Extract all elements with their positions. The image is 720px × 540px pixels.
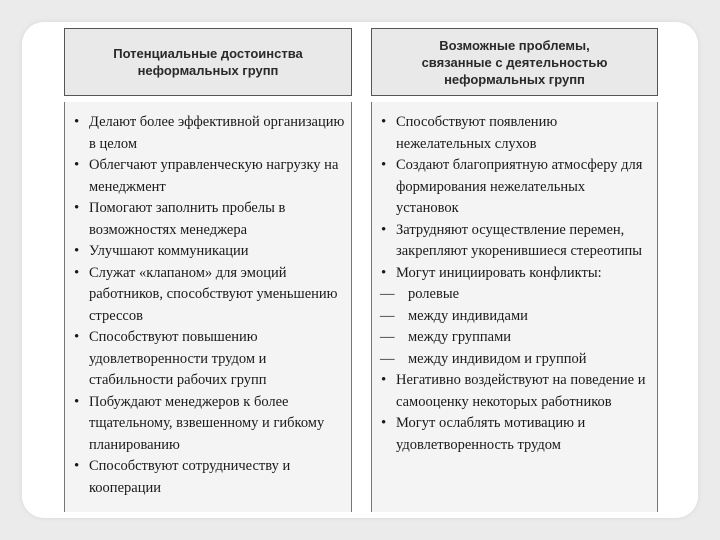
- advantages-header-text: Потенциальные достоинства неформальных групп: [113, 46, 303, 78]
- bullet-icon: •: [381, 221, 387, 238]
- advantages-list: [64, 102, 352, 512]
- comparison-table: [64, 28, 658, 512]
- bullet-icon: •: [74, 458, 80, 474]
- list-item: • Могут инициировать конфликты:: [380, 263, 651, 285]
- bullet-icon: •: [74, 393, 80, 410]
- bullet-icon: •: [381, 372, 387, 388]
- bullet-icon: •: [381, 264, 387, 281]
- bullet-icon: •: [381, 415, 387, 431]
- problems-header-text: Возможные проблемы, связанные с деятельностью неформальных групп: [421, 37, 608, 87]
- bullet-icon: •: [74, 157, 80, 173]
- problems-column: [371, 28, 658, 512]
- list-item: • Служат «клапаном» для эмоций работников, способствуют уменьшению стрессов: [74, 264, 338, 324]
- bullet-icon: •: [74, 243, 80, 259]
- dash-icon: —: [380, 329, 395, 345]
- list-item: • Создают благоприятную атмосферу для формирования нежелательных установок: [381, 157, 643, 216]
- advantages-header: [64, 28, 352, 96]
- bullet-icon: •: [74, 200, 80, 216]
- list-item: • Затрудняют осуществление перемен, закрепляют укоренившиеся стереотипы: [381, 221, 643, 259]
- list-item: • Способствуют сотрудничеству и кооперации: [74, 458, 291, 496]
- problems-header: [371, 28, 658, 96]
- bullet-icon: •: [381, 157, 387, 173]
- list-item: • Способствуют появлению нежелательных слухов: [381, 114, 558, 152]
- list-item: • Улучшают коммуникации: [73, 241, 345, 263]
- list-item: • Могут ослаблять мотивацию и удовлетворенность трудом: [381, 415, 586, 453]
- bullet-icon: •: [381, 114, 387, 130]
- list-item: • Способствуют повышению удовлетворенности трудом и стабильности рабочих групп: [74, 329, 267, 388]
- bullet-icon: •: [74, 264, 80, 281]
- conflict-subitem: — ролевые: [380, 284, 651, 306]
- list-item: • Помогают заполнить пробелы в возможностях менеджера: [74, 200, 286, 238]
- list-item: • Побуждают менеджеров к более тщательному, взвешенному и гибкому планированию: [74, 393, 325, 453]
- dash-icon: —: [380, 350, 395, 367]
- list-item: • Негативно воздействуют на поведение и самооценку некоторых работников: [381, 372, 646, 410]
- conflict-subitem: — между индивидом и группой: [380, 349, 651, 371]
- list-item: • Делают более эффективной организацию в целом: [74, 114, 345, 152]
- dash-icon: —: [380, 307, 395, 324]
- problems-list: [371, 102, 658, 512]
- dash-icon: —: [380, 286, 395, 302]
- bullet-icon: •: [74, 114, 80, 130]
- conflict-subitem: — между группами: [380, 327, 651, 349]
- bullet-icon: •: [74, 329, 80, 345]
- advantages-column: [64, 28, 352, 512]
- conflict-subitem: — между индивидами: [380, 306, 651, 328]
- list-item: • Облегчают управленческую нагрузку на менеджмент: [74, 157, 339, 195]
